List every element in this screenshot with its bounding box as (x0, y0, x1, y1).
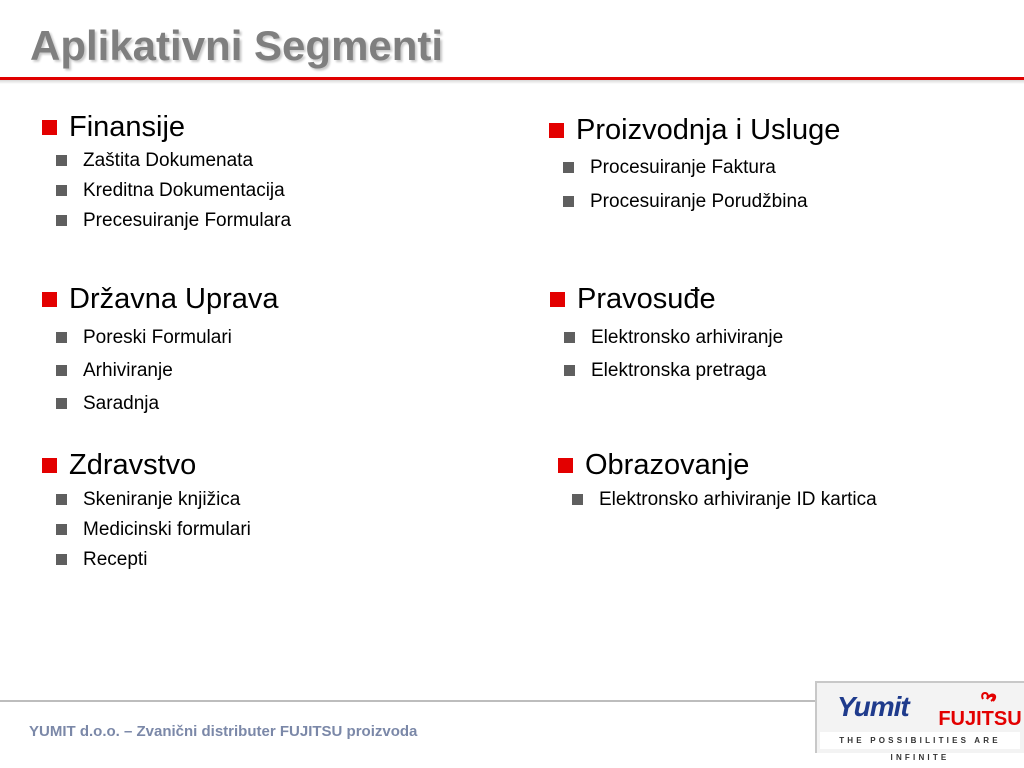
list-item-label: Procesuiranje Porudžbina (590, 191, 808, 212)
section-heading (558, 448, 878, 482)
section-zdravstvo (42, 448, 251, 572)
list-item-label: Procesuiranje Faktura (590, 157, 776, 178)
square-bullet-icon (563, 196, 574, 207)
list-item-label: Medicinski formulari (83, 519, 251, 540)
square-bullet-icon (42, 120, 57, 135)
list-item (42, 209, 291, 233)
list-item-label: Kreditna Dokumentacija (83, 180, 285, 201)
list-item-label: Precesuiranje Formulara (83, 210, 292, 231)
sub-list (550, 326, 783, 383)
square-bullet-icon (549, 123, 564, 138)
slide-title: Aplikativni Segmenti (30, 22, 444, 69)
square-bullet-icon (564, 365, 575, 376)
square-bullet-icon (56, 185, 67, 196)
section-pravosudje (550, 282, 783, 383)
square-bullet-icon (558, 458, 573, 473)
sub-list (42, 149, 291, 233)
square-bullet-icon (550, 292, 565, 307)
square-bullet-icon (56, 524, 67, 535)
section-drzavna-uprava (42, 282, 279, 416)
square-bullet-icon (56, 215, 67, 226)
square-bullet-icon (56, 155, 67, 166)
fujitsu-logo (937, 689, 1023, 729)
square-bullet-icon (56, 332, 67, 343)
list-item-label: Elektronska pretraga (591, 360, 767, 381)
list-item-label: Skeniranje knjižica (83, 489, 241, 510)
section-finansije (42, 110, 291, 233)
sub-list (42, 488, 251, 572)
square-bullet-icon (564, 332, 575, 343)
sub-list (42, 326, 279, 416)
section-heading-label: Obrazovanje (585, 449, 750, 481)
list-item (42, 548, 251, 572)
list-item-label: Arhiviranje (83, 360, 173, 381)
sub-list (558, 488, 878, 512)
title-divider-shadow (0, 80, 1024, 84)
square-bullet-icon (563, 162, 574, 173)
section-heading (42, 282, 279, 316)
square-bullet-icon (572, 494, 583, 505)
list-item (42, 359, 279, 383)
list-item-label: Saradnja (83, 393, 160, 414)
section-heading-label: Pravosuđe (577, 283, 716, 315)
list-item (512, 488, 878, 512)
list-item-label: Elektronsko arhiviranje (591, 327, 784, 348)
square-bullet-icon (42, 292, 57, 307)
list-item (42, 518, 251, 542)
section-heading-label: Državna Uprava (69, 283, 279, 315)
list-item-label: Zaštita Dokumenata (83, 150, 254, 171)
list-item (550, 326, 783, 350)
brand-logos (815, 681, 1024, 762)
fujitsu-wordmark: FUJITSU (938, 708, 1022, 729)
list-item (42, 149, 291, 173)
list-item (42, 488, 251, 512)
section-heading (42, 448, 251, 482)
section-proizvodnja (549, 113, 840, 214)
square-bullet-icon (56, 554, 67, 565)
square-bullet-icon (56, 494, 67, 505)
section-heading-label: Finansije (69, 111, 186, 143)
section-heading (550, 282, 783, 316)
section-heading (549, 113, 840, 147)
footer-distributor-text: YUMIT d.o.o. – Zvanični distributer FUJITSU proizvoda (29, 723, 418, 740)
list-item (550, 359, 783, 383)
square-bullet-icon (42, 458, 57, 473)
list-item (42, 392, 279, 416)
list-item-label: Recepti (83, 549, 148, 570)
section-heading-label: Proizvodnja i Usluge (576, 114, 841, 146)
list-item (42, 326, 279, 350)
square-bullet-icon (56, 398, 67, 409)
list-item (549, 156, 840, 180)
section-obrazovanje (558, 448, 878, 512)
yumit-logo: Yumit (837, 691, 909, 722)
section-heading-label: Zdravstvo (69, 449, 197, 481)
list-item-label: Poreski Formulari (83, 327, 232, 348)
brand-tagline: THE POSSIBILITIES ARE INFINITE (820, 732, 1020, 749)
list-item (42, 179, 291, 203)
square-bullet-icon (56, 365, 67, 376)
list-item-label: Elektronsko arhiviranje ID kartica (599, 489, 877, 510)
list-item (549, 190, 840, 214)
section-heading (42, 110, 291, 144)
sub-list (549, 156, 840, 214)
footer-divider (0, 700, 815, 702)
